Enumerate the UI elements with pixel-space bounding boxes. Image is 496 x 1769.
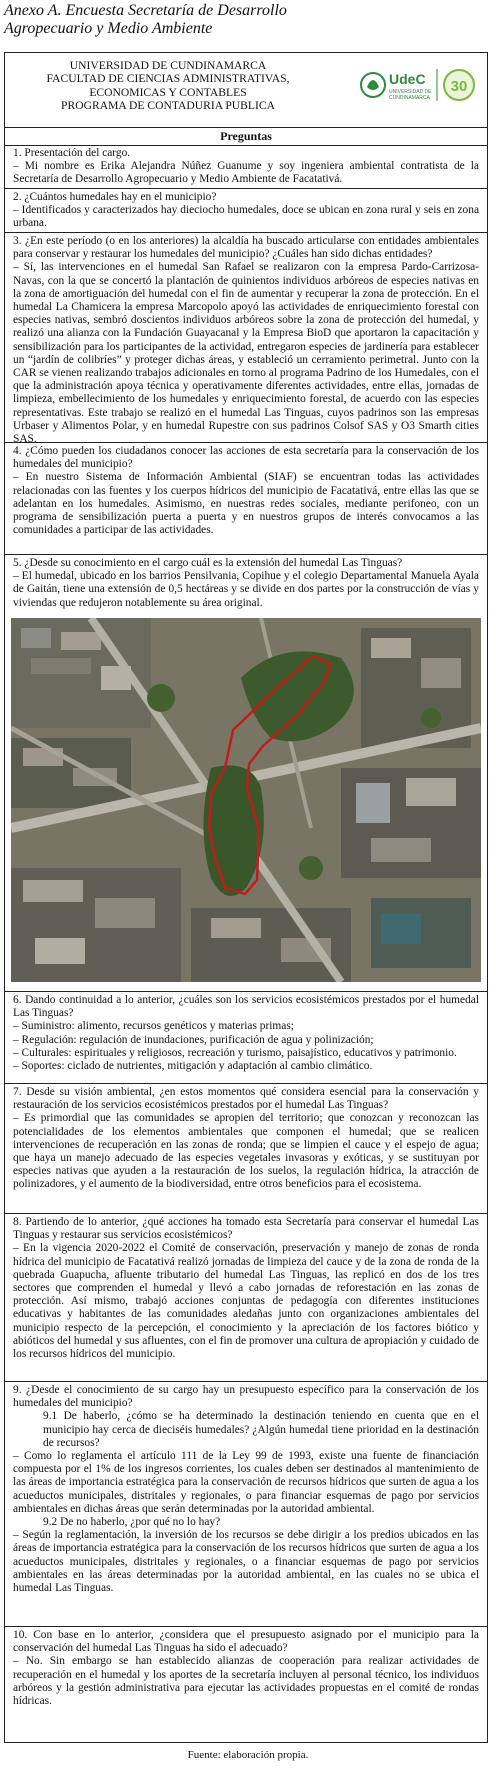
- answer-6-item-3: – Culturales: espirituales y religiosos, recreación y turismo, paisajístico, educativos y patrimonio.: [13, 1046, 457, 1059]
- question-8-text: 8. Partiendo de lo anterior, ¿qué acciones ha tomado esta Secretaría para conservar el humedal Las Tinguas y restaurar sus servicios ecosistémicos?: [13, 1216, 479, 1242]
- question-7: [5, 1084, 487, 1214]
- question-4: [5, 443, 487, 555]
- questions-heading: Preguntas: [5, 127, 487, 146]
- annex-title: [4, 2, 444, 38]
- survey-table: [4, 52, 488, 1743]
- institution-header: [5, 53, 487, 128]
- question-9: [5, 1382, 487, 1627]
- question-10: [5, 1627, 487, 1742]
- answer-2-text: – Identificados y caracterizados hay dieciocho humedales, doce se ubican en zona rural y seis en zona urbana.: [13, 204, 479, 230]
- question-3: [5, 233, 487, 446]
- answer-1-text: – Mi nombre es Erika Alejandra Núñez Guanume y soy ingeniera ambiental contratista de la Secretaría de Desarrollo Agropecuario y Medio Ambiente de Facatativá.: [13, 160, 479, 186]
- answer-9-1-text: – Como lo reglamenta el artículo 111 de la Ley 99 de 1993, existe una fuente de financiación compuesta por el 1% de los ingresos corrientes, los cuales deben ser destinados al mantenimiento de las áreas de importancia estratégica para la conservación de recursos hídricos que surten de agua a los acueductos municipales, distritales y regionales, o para financiar esquemas de pago por servicios ambientales en dichas áreas que serán determinadas por la autoridad ambiental.: [13, 1450, 479, 1515]
- question-2: [5, 189, 487, 233]
- question-4-text: 4. ¿Cómo pueden los ciudadanos conocer las acciones de esta secretaría para la conservación de los humedales del municipio?: [13, 445, 479, 471]
- answer-8-text: – En la vigencia 2020-2022 el Comité de conservación, preservación y manejo de zonas de ronda hídrica del municipio de Facatativá realizó jornadas de limpieza del cauce y de la zona de ronda de la quebrada Guapucha, afluente tributario del humedal Las Tinguas, las replicó en dos de los tres sectores que comprenden el humedal y llevó a cabo jornadas de reforestación en las zonas de protección. Así mismo, trabajó acciones conjuntas de pedagogía con diferentes instituciones educativas y habitantes de las comunidades aledañas junto con organizaciones ambientales del municipio respecto de la percepción, el conocimiento y la apreciación de los factores biótico y abióticos del humedal y sus afluentes, con el fin de promover una cultura de apropiación y cuidado de los recursos hídricos del municipio.: [13, 1242, 479, 1361]
- question-9-2-text: 9.2 De no haberlo, ¿por qué no lo hay?: [43, 1516, 221, 1529]
- question-9-text: 9. ¿Desde el conocimiento de su cargo hay un presupuesto específico para la conservación de los humedales del municipio?: [13, 1384, 479, 1410]
- question-3-text: 3. ¿En este período (o en los anteriores) la alcaldía ha buscado articularse con entidades ambientales para conservar y restaurar los humedales del municipio? ¿Cuáles han sido dichas entidades?: [13, 235, 479, 261]
- institution-name: [13, 59, 323, 113]
- question-9-1-text: 9.1 De haberlo, ¿cómo se ha determinado la destinación teniendo en cuenta que en el municipio hay cerca de dieciséis humedales? ¿Algún humedal tiene prioridad en la destinación de recursos?: [43, 1410, 479, 1449]
- question-1-text: 1. Presentación del cargo.: [13, 147, 131, 159]
- annex-title-line-1: Anexo A. Encuesta Secretaría de Desarrollo: [4, 2, 287, 19]
- source-note: Fuente: elaboración propia.: [187, 1749, 309, 1761]
- answer-6-item-2: – Regulación: regulación de inundaciones, purificación de agua y polinización;: [13, 1033, 374, 1046]
- question-6-text: 6. Dando continuidad a lo anterior, ¿cuáles son los servicios ecosistémicos prestados por el humedal Las Tinguas?: [13, 994, 479, 1020]
- answer-7-text: – Es primordial que las comunidades se apropien del territorio; que conozcan y reconozcan las potencialidades de los elementos ambientales que componen el humedal; que se realicen intervenciones de recuperación en las zonas de ronda; que se limpien el cauce y el espejo de agua; que haya un manejo adecuado de las especies vegetales invasoras y exóticas, y se sustituyan por especies nativas que ayuden a la restauración de los suelos, la regulación hídrica, la atracción de polinizadores, y el aumento de la biodiversidad, entre otros beneficios para el ecosistema.: [13, 1112, 479, 1191]
- answer-10-text: – No. Sin embargo se han establecido alianzas de cooperación para realizar actividades de recuperación en el humedal y los aportes de la secretaría incluyen al personal técnico, los individuos arbóreos y la gestión administrativa para ejecutar las actividades propuestas en el comité de rondas hídricas.: [13, 1655, 479, 1708]
- answer-4-text: – En nuestro Sistema de Información Ambiental (SIAF) se encuentran todas las actividades relacionadas con las fuentes y los cuerpos hídricos del municipio de Facatativá, entre ellas las que se adelantan en los humedales. Asimismo, en nuestras redes sociales, mediante perifoneo, con un programa de sensibilización puerta a puerta y en nuestros grupos de interés convocamos a las comunidades a participar de las actividades.: [13, 471, 479, 537]
- annex-title-line-2: Agropecuario y Medio Ambiente: [4, 20, 213, 37]
- logo-sub-1: UNIVERSIDAD DE: [389, 89, 432, 95]
- wetland-aerial-photo: [11, 618, 481, 982]
- answer-9-2-text: – Según la reglamentación, la inversión de los recursos se debe dirigir a los predios ubicados en las áreas de importancia estratégica para la conservación de los recursos hídricos que surten de agua a los acueductos municipales, distritales y regionales, o a financiar esquemas de pago por servicios ambientales en las áreas determinadas por la autoridad ambiental, en las cuales no se ubica el humedal Las Tinguas.: [13, 1529, 479, 1595]
- answer-6-item-4: – Soportes: ciclado de nutrientes, mitigación y adaptación al cambio climático.: [13, 1060, 373, 1073]
- institution-line-3: ECONOMICAS Y CONTABLES: [89, 85, 247, 99]
- institution-line-2: FACULTAD DE CIENCIAS ADMINISTRATIVAS,: [46, 72, 290, 86]
- institution-line-4: PROGRAMA DE CONTADURIA PUBLICA: [61, 99, 275, 113]
- answer-3-text: – Sí, las intervenciones en el humedal San Rafael se realizaron con la empresa Pardo-Carrizosa-Navas, con la que se concertó la plantación de quinientos individuos arbóreos de especies nativas en la zona de amortiguación del humedal con el fin de aumentar y recuperar la zona de protección. En el humedal La Chamicera la empresa Marcopolo apoyó las actividades de enriquecimiento forestal con especies nativas, sembró doscientos individuos arbóreos sobre la zona de protección del humedal, y realizó una alianza con la Fundación Guayacanal y la Empresa BioD que aportaron la capacitación y sensibilización para los participantes de la actividad, entregaron especies de jardinería para establecer un “jardín de colibríes” y proteger dichas áreas, y estableció un cerramiento perimetral. Junto con la CAR se vienen realizando trabajos adicionales en torno al programa Padrino de los Humedales, con el que la administración apoya técnica y operativamente diferentes actividades, entre ellas, jornadas de limpieza, embellecimiento de los humedales y enriquecimiento forestal, de acuerdo con las especies representativas. Este trabajo se realizó en el humedal Las Tinguas, cuyos padrinos son las empresas Urbaser y Alimentos Polar, y en humedal Rupestre con sus padrinos Colsof SAS y O3 Smarth cities SAS.: [13, 261, 479, 446]
- question-2-text: 2. ¿Cuántos humedales hay en el municipio?: [13, 191, 217, 203]
- question-5-text: 5. ¿Desde su conocimiento en el cargo cuál es la extensión del humedal Las Tinguas?: [13, 557, 403, 569]
- question-8: [5, 1214, 487, 1382]
- question-7-text: 7. Desde su visión ambiental, ¿en estos momentos qué considera esencial para la conservación y restauración de los servicios ecosistémicos prestados por el humedal Las Tinguas?: [13, 1086, 479, 1112]
- question-1: [5, 145, 487, 189]
- question-10-text: 10. Con base en lo anterior, ¿considera que el presupuesto asignado por el municipio para la conservación del humedal Las Tinguas ha sido el adecuado?: [13, 1629, 479, 1655]
- udec-logo: [359, 63, 479, 107]
- anniversary-badge: 30: [450, 78, 468, 95]
- logo-graphic: [359, 63, 479, 107]
- institution-line-1: UNIVERSIDAD DE CUNDINAMARCA: [69, 59, 267, 72]
- answer-6-item-1: – Suministro: alimento, recursos genéticos y materias primas;: [13, 1020, 294, 1033]
- logo-sub-2: CUNDINAMARCA: [389, 95, 430, 101]
- answer-5-text: – El humedal, ubicado en los barrios Pensilvania, Copihue y el colegio Departamental Manuela Ayala de Gaitán, tiene una extensión de 0,5 hectáreas y se divide en dos partes por la construcción de vías y viviendas que redujeron notablemente su área original.: [13, 570, 479, 609]
- aerial-image: [11, 618, 481, 982]
- logo-text: UdeC: [389, 71, 426, 87]
- question-6: [5, 992, 487, 1084]
